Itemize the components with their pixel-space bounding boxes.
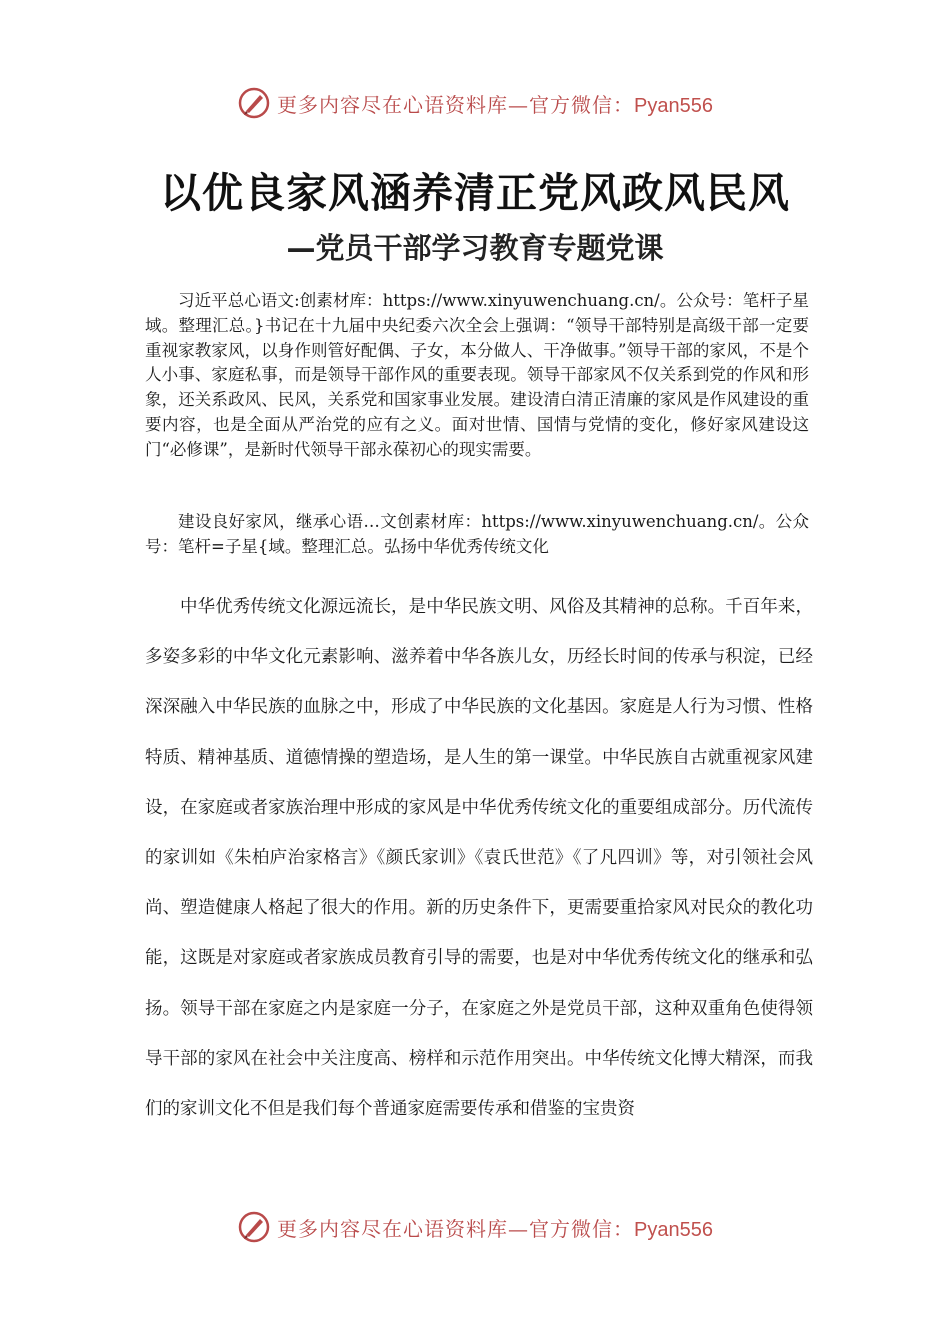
intro-paragraph-1: 习近平总心语文:创素材库：https://www.xinyuwenchuang.cn/。公众号：笔杆子星域。整理汇总。}书记在十九届中央纪委六次全会上强调：“领导干部特别是高级干部一定要重视家教家风，以身作则管好配偶、子女，本分做人、干净做事。”领导干部的家风，不是个人小事、家庭私事，而是领导干部作风的重要表现。领导干部家风不仅关系到党的作风和形象，还关系政风、民风，关系党和国家事业发展。建设清白清正清廉的家风是作风建设的重要内容，也是全面从严治党的应有之义。面对世情、国情与党情的变化，修好家风建设这门“必修课”，是新时代领导干部永葆初心的现实需要。 <box>145 291 809 459</box>
watermark-handle: Pyan556 <box>634 94 713 117</box>
body-paragraph: 中华优秀传统文化源远流长，是中华民族文明、风俗及其精神的总称。千百年来，多姿多彩的中华文化元素影响、滋养着中华各族儿女，历经长时间的传承与积淀，已经深深融入中华民族的血脉之中，形成了中华民族的文化基因。家庭是人行为习惯、性格特质、精神基质、道德情操的塑造场，是人生的第一课堂。中华民族自古就重视家风建设，在家庭或者家族治理中形成的家风是中华优秀传统文化的重要组成部分。历代流传的家训如《朱柏庐治家格言》《颜氏家训》《袁氏世范》《了凡四训》等，对引领社会风尚、塑造健康人格起了很大的作用。新的历史条件下，更需要重拾家风对民众的教化功能，这既是对家庭或者家族成员教育引导的需要，也是对中华优秀传统文化的继承和弘扬。领导干部在家庭之内是家庭一分子，在家庭之外是党员干部，这种双重角色使得领导干部的家风在社会中关注度高、榜样和示范作用突出。中华传统文化博大精深，而我们的家训文化不但是我们每个普通家庭需要传承和借鉴的宝贵资 <box>145 597 813 1120</box>
document-title: 以优良家风涵养清正党风政风民风 <box>160 169 790 217</box>
footer-watermark <box>0 1210 950 1244</box>
watermark-text: 更多内容尽在心语资料库—官方微信：Pyan556 <box>277 1216 713 1241</box>
brush-logo-icon <box>237 1210 271 1244</box>
watermark-handle: Pyan556 <box>634 1218 713 1241</box>
brush-logo-icon <box>237 86 271 120</box>
document-subtitle: —党员干部学习教育专题党课 <box>286 231 664 265</box>
watermark-text: 更多内容尽在心语资料库—官方微信：Pyan556 <box>277 92 713 117</box>
header-watermark <box>0 86 950 120</box>
intro-paragraph-2: 建设良好家风，继承心语…文创素材库：https://www.xinyuwenchuang.cn/。公众号：笔杆=子星{域。整理汇总。弘扬中华优秀传统文化 <box>145 512 809 556</box>
